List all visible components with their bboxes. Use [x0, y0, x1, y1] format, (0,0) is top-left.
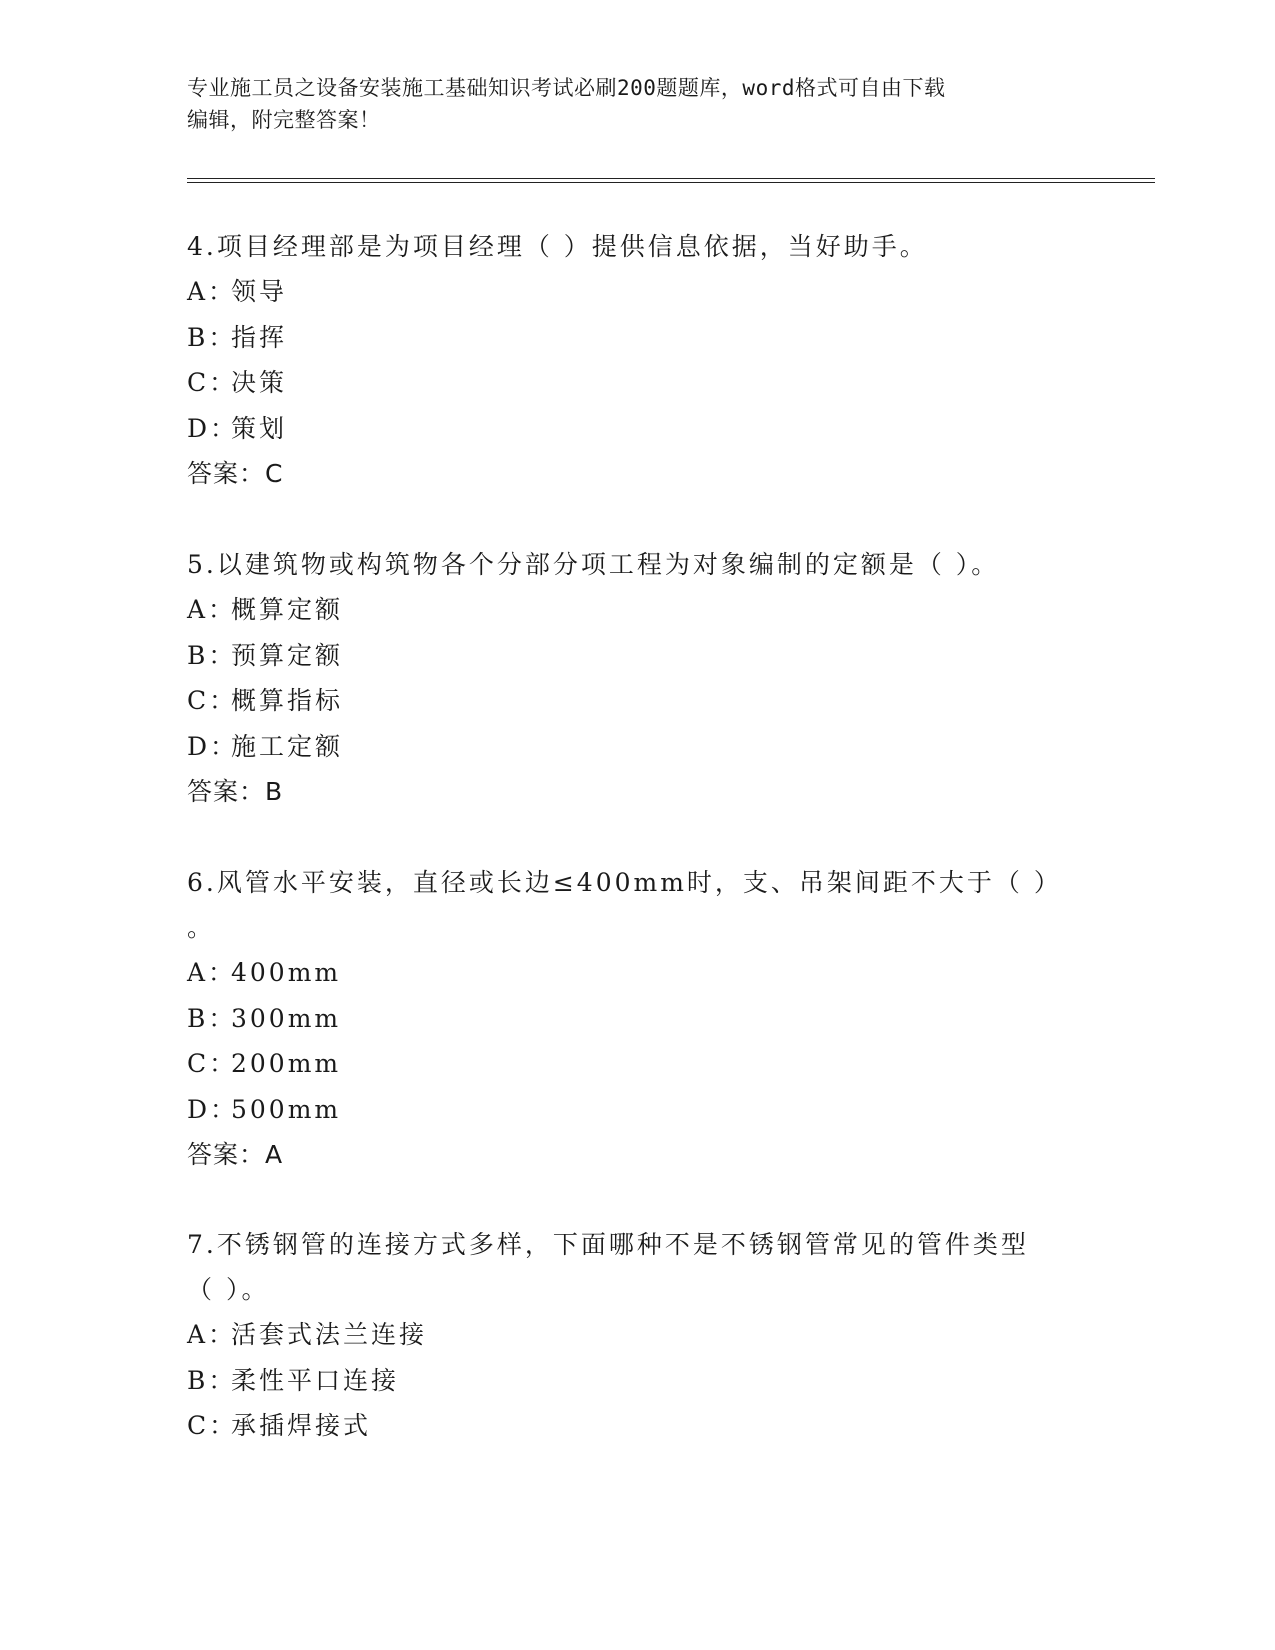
option-text: 300mm	[231, 1003, 342, 1033]
question-stem: 7.不锈钢管的连接方式多样，下面哪种不是不锈钢管常见的管件类型	[187, 1230, 1029, 1259]
option-a	[187, 950, 1077, 996]
option-key: B：	[187, 640, 237, 670]
option-text: 活套式法兰连接	[231, 1320, 428, 1349]
question-5	[187, 542, 1077, 814]
question-stem-continuation: 。	[187, 913, 216, 942]
answer: 答案：C	[187, 459, 284, 488]
option-key: C：	[187, 1411, 238, 1440]
option-key: B：	[187, 1365, 237, 1395]
option-d	[187, 406, 1077, 452]
header-title-line-2: 编辑，附完整答案！	[187, 108, 381, 132]
option-c	[187, 678, 1077, 724]
option-d	[187, 724, 1077, 770]
option-text: 柔性平口连接	[231, 1365, 400, 1395]
option-a	[187, 269, 1077, 315]
header-double-rule	[187, 178, 1155, 183]
option-c	[187, 1403, 1077, 1449]
option-key: A：	[187, 958, 237, 987]
option-text: 500mm	[231, 1094, 342, 1124]
option-key: B：	[187, 322, 237, 352]
header-title-line-1: 专业施工员之设备安装施工基础知识考试必刷200题题库，word格式可自由下载	[187, 76, 946, 100]
option-key: A：	[187, 277, 237, 306]
option-key: D：	[187, 1094, 239, 1124]
answer: 答案：A	[187, 1140, 284, 1169]
question-7	[187, 1222, 1077, 1449]
option-d	[187, 1087, 1077, 1133]
option-c	[187, 360, 1077, 406]
option-text: 概算指标	[231, 686, 344, 715]
option-b	[187, 996, 1077, 1042]
question-stem: 6.风管水平安装，直径或长边≤400mm时，支、吊架间距不大于（ ）	[187, 868, 1062, 897]
option-key: C：	[187, 686, 238, 715]
question-stem: 4.项目经理部是为项目经理（ ）提供信息依据，当好助手。	[187, 232, 928, 261]
option-key: B：	[187, 1003, 237, 1033]
option-text: 概算定额	[231, 595, 344, 624]
option-a	[187, 587, 1077, 633]
option-text: 策划	[231, 413, 288, 443]
option-b	[187, 1358, 1077, 1404]
option-text: 施工定额	[231, 731, 344, 761]
option-text: 200mm	[231, 1049, 342, 1078]
option-key: C：	[187, 368, 238, 397]
option-key: A：	[187, 1320, 237, 1349]
document-header	[187, 72, 1077, 136]
option-text: 领导	[231, 277, 288, 306]
option-key: C：	[187, 1049, 238, 1078]
option-text: 承插焊接式	[231, 1411, 372, 1440]
answer: 答案：B	[187, 777, 284, 806]
option-c	[187, 1041, 1077, 1087]
question-stem-continuation: （ ）。	[187, 1275, 270, 1304]
option-text: 指挥	[231, 322, 288, 352]
question-stem: 5.以建筑物或构筑物各个分部分项工程为对象编制的定额是（ ）。	[187, 550, 1000, 579]
option-key: A：	[187, 595, 237, 624]
option-key: D：	[187, 731, 239, 761]
option-key: D：	[187, 413, 239, 443]
option-text: 400mm	[231, 958, 342, 987]
question-6	[187, 860, 1077, 1177]
option-text: 预算定额	[231, 640, 344, 670]
question-4	[187, 224, 1077, 496]
option-b	[187, 315, 1077, 361]
option-a	[187, 1312, 1077, 1358]
option-b	[187, 633, 1077, 679]
option-text: 决策	[231, 368, 288, 397]
